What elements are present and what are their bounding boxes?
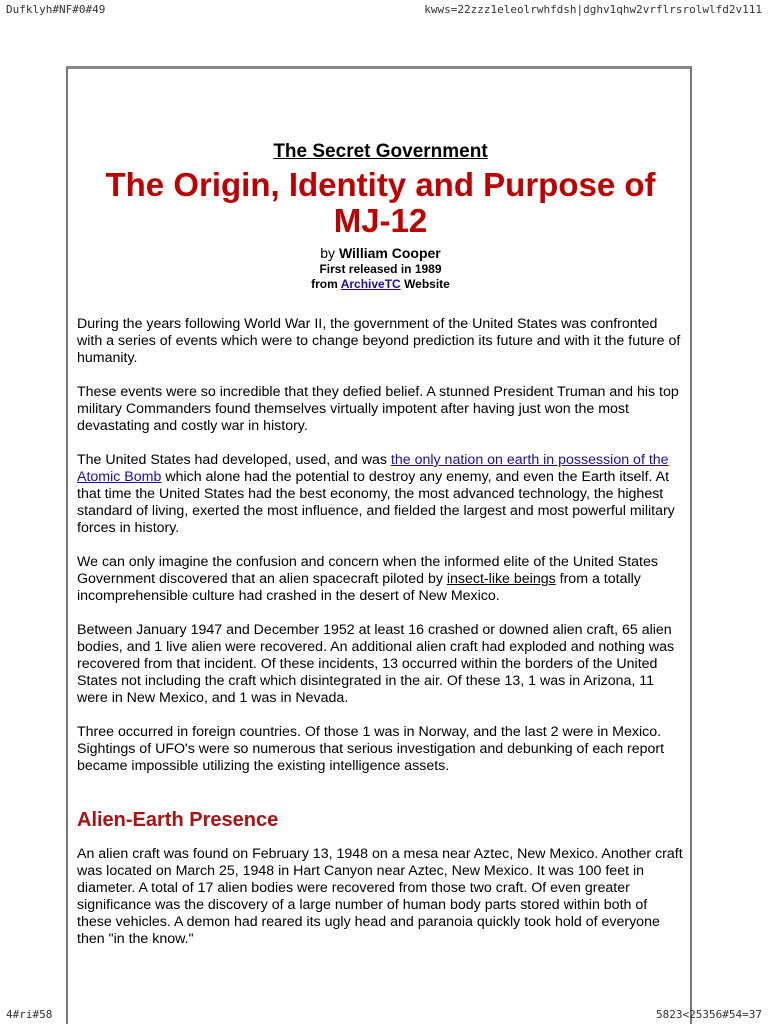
- archivetc-link[interactable]: ArchiveTC: [340, 277, 401, 291]
- print-header-url: kwws=22zzz1eleolrwhfdsh|dghv1qhw2vrflrsrolwlfd2v111: [424, 3, 762, 16]
- paragraph-4: [77, 554, 684, 605]
- author-name: William Cooper: [338, 245, 441, 261]
- print-header: [0, 3, 768, 16]
- page-title: The Origin, Identity and Purpose of MJ-12: [105, 166, 656, 239]
- paragraph-4-text-b: from a totally incomprehensible culture had crashed in the desert of New Mexico.: [77, 571, 641, 604]
- paragraph-3-text-a: The United States had developed, used, and was: [77, 452, 391, 468]
- paragraph-5: Between January 1947 and December 1952 at least 16 crashed or downed alien craft, 65 alien bodies, and 1 live alien were recovered. An additional alien craft had exploded and nothing was recovered from that incident. Of these incidents, 13 occurred within the borders of the United States not including the craft which disintegrated in the air. Of these 13, 1 was in Arizona, 11 were in New Mexico, and 1 was in Nevada.: [77, 622, 675, 706]
- paragraph-7: An alien craft was found on February 13, 1948 on a mesa near Aztec, New Mexico. Another craft was located on March 25, 1948 in Hart Canyon near Aztec, New Mexico. It was 100 feet in diameter. A total of 17 alien bodies were recovered from those two craft. Of even greater significance was the discovery of a large number of human body parts stored within both of these vehicles. A demon had reared its ugly head and paranoia quickly took hold of everyone then "in the know.": [77, 846, 683, 947]
- print-footer-page: 4#ri#58: [6, 1008, 53, 1021]
- paragraph-6: Three occurred in foreign countries. Of those 1 was in Norway, and the last 2 were in Mexico. Sightings of UFO's were so numerous that serious investigation and debunking of each report became impossible utilizing the existing intelligence assets.: [77, 724, 665, 774]
- source-line: [77, 277, 684, 292]
- paragraph-2: These events were so incredible that they defied belief. A stunned President Truman and his top military Commanders found themselves virtually impotent after having just won the most devastating and costly war in history.: [77, 384, 679, 434]
- section-heading: Alien-Earth Presence: [77, 809, 279, 831]
- release-info: First released in 1989: [319, 262, 442, 276]
- paragraph-3: [77, 452, 684, 537]
- from-suffix: Website: [404, 277, 450, 291]
- article-content: [68, 69, 690, 948]
- print-header-left: Dufklyh#NF#0#49: [6, 3, 106, 16]
- by-prefix: by: [320, 245, 336, 261]
- paragraph-4-text-a: We can only imagine the confusion and concern when the informed elite of the United States Government discovered that an alien spacecraft piloted by: [77, 554, 658, 587]
- print-footer: [0, 1008, 768, 1021]
- article-header: [77, 141, 684, 292]
- document-frame: [66, 66, 692, 1024]
- insect-like-beings-text: insect-like beings: [446, 571, 556, 587]
- paragraph-1: During the years following World War II, the government of the United States was confronted with a series of events which were to change beyond prediction its future and with it the future of humanity.: [77, 316, 681, 366]
- series-title: The Secret Government: [273, 141, 488, 162]
- byline: [77, 245, 684, 262]
- paragraph-3-text-b: which alone had the potential to destroy any enemy, and even the Earth itself. At that time the United States had the best economy, the most advanced technology, the highest standard of living, exerted the most influence, and fielded the largest and most powerful military forces in history.: [77, 469, 675, 536]
- print-footer-date: 5823<25356#54=37: [656, 1008, 762, 1021]
- from-prefix: from: [311, 277, 338, 291]
- atomic-bomb-link[interactable]: the only nation on earth in possession of the Atomic Bomb: [77, 452, 669, 485]
